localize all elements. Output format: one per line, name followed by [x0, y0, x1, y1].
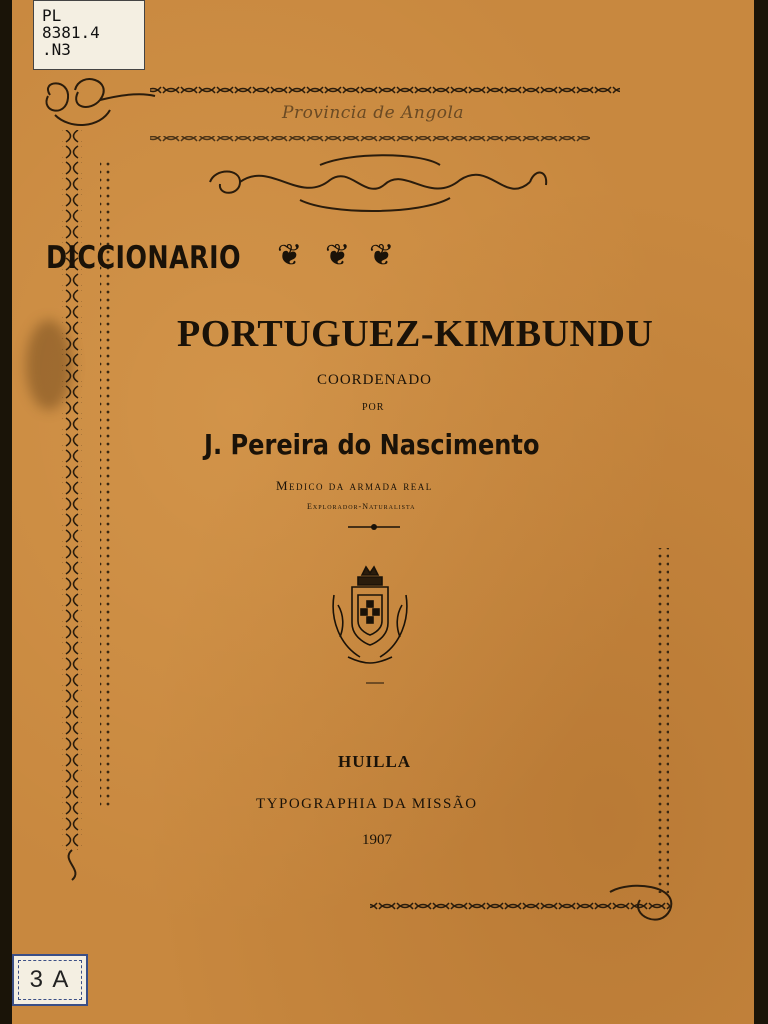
publisher: TYPOGRAPHIA DA MISSÃO: [256, 796, 478, 812]
shelf-label: [12, 954, 88, 1006]
publication-place: HUILLA: [338, 752, 412, 771]
author-name: J. Pereira do Nascimento: [204, 428, 540, 461]
province-heading: Provincia de Angola: [282, 103, 465, 123]
book-title: PORTUGUEZ-KIMBUNDU: [177, 313, 654, 355]
scroll-vignette-icon: [210, 155, 546, 211]
coordinated-label: COORDENADO: [317, 372, 432, 388]
shelf-label-text: 3 A: [18, 960, 82, 1000]
right-dot-chain: [655, 548, 669, 893]
fleuron-icon: ❦: [277, 239, 303, 272]
fleuron-icon: ❦: [325, 239, 351, 272]
call-number-line: .N3: [42, 40, 71, 59]
corner-knot-ornament: [46, 79, 155, 125]
library-call-number-label: [33, 0, 145, 70]
top-inner-ribbon: [150, 136, 590, 145]
by-label: POR: [362, 402, 385, 413]
publication-year: 1907: [362, 832, 392, 848]
fleuron-icon: ❦: [369, 239, 395, 272]
bottom-ribbon: [370, 900, 670, 910]
author-role: Medico da armada real: [276, 478, 433, 493]
call-number-line: PL: [42, 6, 62, 25]
call-number-line: 8381.4: [42, 23, 100, 42]
left-ribbon: [62, 130, 82, 850]
top-ribbon: [150, 85, 620, 97]
author-role-secondary: Explorador-Naturalista: [307, 502, 416, 511]
royal-coat-of-arms-icon: [333, 567, 407, 663]
series-title: DICCIONARIO: [46, 240, 242, 276]
